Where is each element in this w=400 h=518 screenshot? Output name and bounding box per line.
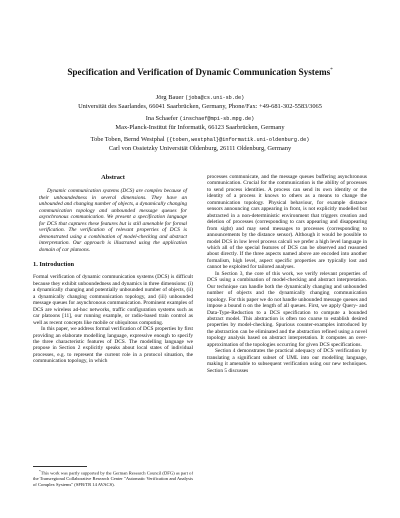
author-affiliation: Carl von Ossietzky Universität Oldenburg, 26111 Oldenburg, Germany xyxy=(108,144,292,152)
author-block-2 xyxy=(20,115,380,133)
author-block-1 xyxy=(20,94,380,112)
paper-title: Specification and Verification of Dynamic Communication Systems* xyxy=(67,67,333,77)
left-column xyxy=(33,175,193,365)
abstract-heading: Abstract xyxy=(101,174,125,181)
author-name: Jörg Bauer xyxy=(155,94,184,101)
author-email: (inschaef@mpi-sb.mpg.de) xyxy=(179,115,255,122)
body-paragraph: In this paper, we address formal verification of DCS properties by first providing an elaborate modelling language, expressive enough to specify the three characteristic features of DCS. The modelling language we propose in Section 2 explicitly speaks about local states of individual processes, e.g. to represent the current role in a protocol situation, the communication topology, in which xyxy=(33,326,193,365)
right-column xyxy=(207,174,367,374)
author-name: Ina Schaefer xyxy=(145,114,178,122)
body-paragraph: Formal verification of dynamic communication systems (DCS) is difficult because they exhibit unboundedness and dynamics in three dimensions: (i) a dynamically changing and potentially unbounded number of objects, (ii) a dynamically changing communication topology, and (iii) unbounded message queues for asynchronous communication. Prominent examples of DCS are wireless ad-hoc networks, traffic configuration systems such as car platoons [11], our running example, or radio-based train control as well as recent concepts like mobile or ubiquitous computing. xyxy=(33,274,193,326)
body-paragraph: Section 4 demonstrates the practical adequacy of DCS verification by translating a significant subset of UML into our modelling language, making it amenable to subsequent verification using our new techniques. Section 5 discusses xyxy=(207,348,367,374)
author-email: (joba@cs.uni-sb.de) xyxy=(185,95,245,101)
author-affiliation: Universität des Saarlandes, 66041 Saarbrücken, Germany, Phone/Fax: +49-681-302-5583/3065 xyxy=(78,102,322,110)
footnote xyxy=(33,469,193,487)
footnote-mark: * xyxy=(39,469,41,473)
footnote-rule xyxy=(33,466,87,467)
section-heading-introduction: 1. Introduction xyxy=(33,260,75,268)
body-paragraph: In Section 3, the core of this work, we verify relevant properties of DCS using a combination of model-checking and abstract interpretation. Our technique can handle both the dynamically changing and unbounded number of objects and the dynamically changing communication topology. For this paper we do not handle unbounded message queues and impose a bound n on the length of all queues. First, we apply Query- and Data-Type-Reduction to a DCS specification to compute a bounded abstract model. This abstraction is often too coarse to establish desired properties by model-checking. Spurious counter-examples introduced by the abstraction can be eliminated and the abstraction refined using a novel topology analysis based on abstract interpretation. It computes an over-approximation of the topologies occurring for given DCS specifications. xyxy=(207,270,367,348)
footnote-text: This work was partly supported by the German Research Council (DFG) as part of the Transregional Collaborative Research Center "Automatic Verification and Analysis of Complex Systems" (SFB/TR 14 AVACS). xyxy=(33,470,193,487)
body-paragraph: processes communicate, and the message queues buffering asynchronous communication. Crucial for the communication is the ability of processes to send process identities. A process can send its own identity or the identity of a process it knows to others as a means to change the communication topology. Physical behaviour, for example distance sensors announcing cars appearing in front, is not explicitly modelled but abstracted in a non-deterministic environment that triggers creation and deletion of processes (corresponding to cars appearing and disappearing from sight) and may send messages to processes (corresponding to announcements by the distance sensor). Although it would be possible to model DCS in low level process calculi we prefer a high level language in which all of the special features of DCS can be observed and reasoned about directly. If the three aspects named above are encoded into another formalism, high level, aspect specific properties are typically lost and cannot be exploited for tailored analyses. xyxy=(207,174,367,271)
abstract-text: Dynamic communication systems (DCS) are complex because of their unboundedness in several dimensions. They have an unbounded and changing number of objects, a dynamically changing communication topology and unbounded message queues for asynchronous communication. We present a specification language for DCS that captures these features but is still amenable for formal verification. The verification of relevant properties of DCS is demonstrated using a combination of model-checking and abstract interpretation. Our approach is illustrated using the application domain of car platoons. xyxy=(39,188,187,253)
author-list xyxy=(20,94,380,156)
title-footnote-mark: * xyxy=(330,67,333,73)
author-block-3 xyxy=(20,136,380,154)
author-affiliation: Max-Planck-Institut für Informatik, 66123 Saarbrücken, Germany xyxy=(115,123,285,131)
author-name: Tobe Toben, Bernd Westphal xyxy=(90,135,165,143)
author-email: ({toben,westphal}@informatik.uni-oldenburg.de) xyxy=(166,136,310,143)
